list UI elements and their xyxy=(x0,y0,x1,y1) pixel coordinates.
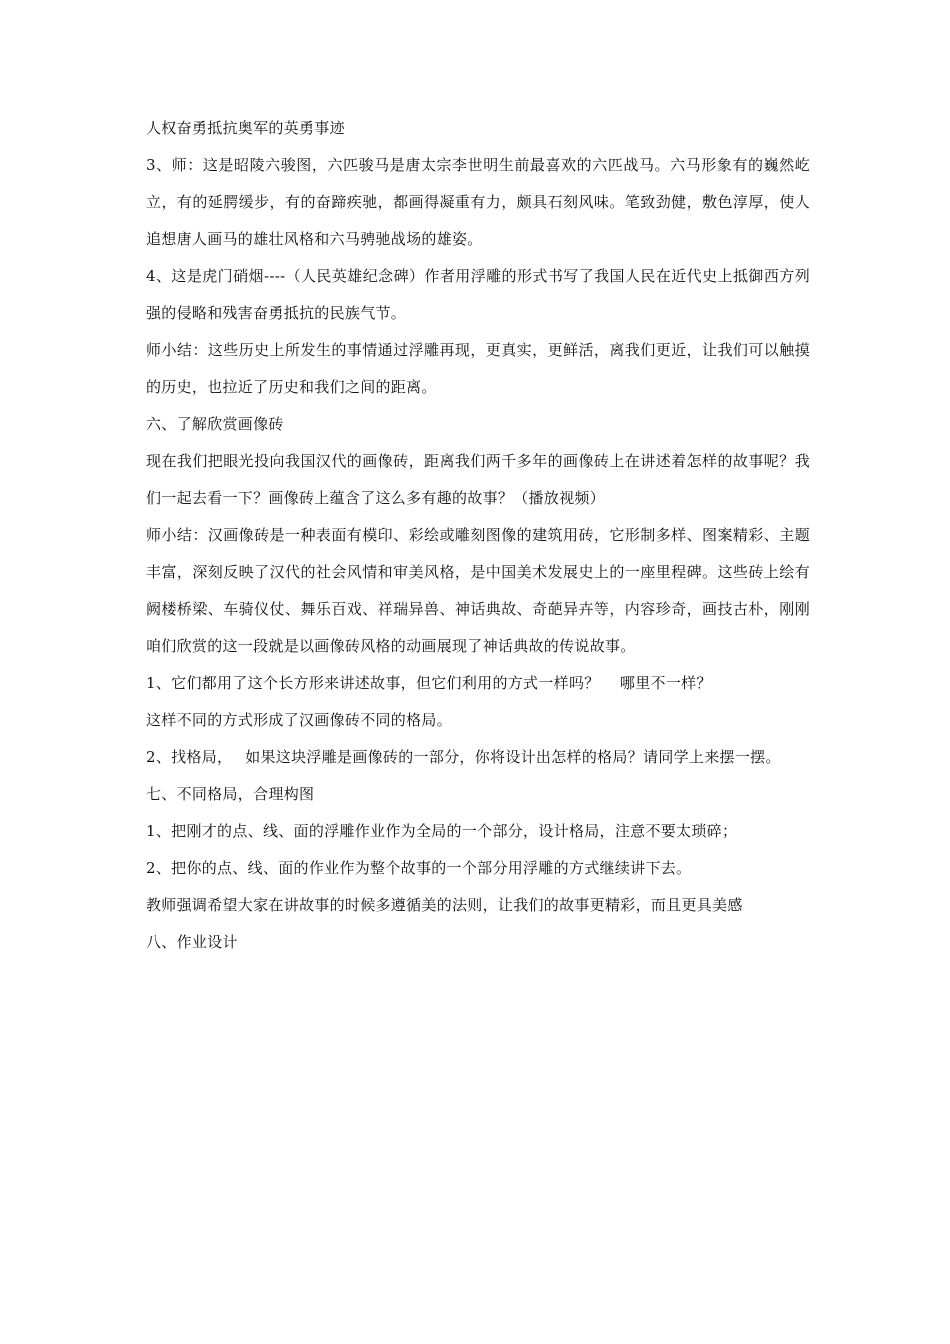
section-heading-6: 六、了解欣赏画像砖 xyxy=(146,415,284,433)
paragraph-task-2: 2、把你的点、线、面的作业作为整个故事的一个部分用浮雕的方式继续讲下去。 xyxy=(146,859,692,877)
paragraph-task-1: 1、把刚才的点、线、面的浮雕作业作为全局的一个部分，设计格局，注意不要太琐碎； xyxy=(146,822,738,840)
paragraph-item-3: 3、师：这是昭陵六骏图，六匹骏马是唐太宗李世明生前最喜欢的六匹战马。六马形象有的巍然屹立，有的延腭缓步，有的奋蹄疾驰，都画得凝重有力，颇具石刻风味。笔致劲健，敷色淳厚，使人追想唐人画马的雄壮风格和六马骋驰战场的雄姿。 xyxy=(146,156,810,248)
paragraph-teacher-emphasis: 教师强调希望大家在讲故事的时候多遵循美的法则，让我们的故事更精彩，而且更具美感 xyxy=(146,896,743,914)
section-heading-8: 八、作业设计 xyxy=(146,933,238,951)
paragraph-item-4: 4、这是虎门硝烟----（人民英雄纪念碑）作者用浮雕的形式书写了我国人民在近代史上抵御西方列强的侵略和残害奋勇抵抗的民族气节。 xyxy=(146,267,810,322)
paragraph-question-1: 1、它们都用了这个长方形来讲述故事，但它们利用的方式一样吗？ 哪里不一样？ xyxy=(146,674,712,692)
paragraph-layout-note: 这样不同的方式形成了汉画像砖不同的格局。 xyxy=(146,711,453,729)
paragraph-question-2: 2、找格局， 如果这块浮雕是画像砖的一部分，你将设计出怎样的格局？请同学上来摆一摆。 xyxy=(146,748,781,766)
paragraph-intro-brick: 现在我们把眼光投向我国汉代的画像砖，距离我们两千多年的画像砖上在讲述着怎样的故事呢？我们一起去看一下？画像砖上蕴含了这么多有趣的故事？（播放视频） xyxy=(146,452,810,507)
section-heading-7: 七、不同格局，合理构图 xyxy=(146,785,315,803)
paragraph-teacher-summary-1: 师小结：这些历史上所发生的事情通过浮雕再现，更真实，更鲜活，离我们更近，让我们可以触摸的历史，也拉近了历史和我们之间的距离。 xyxy=(146,341,810,396)
document-body xyxy=(146,110,810,961)
paragraph-teacher-summary-2: 师小结：汉画像砖是一种表面有模印、彩绘或雕刻图像的建筑用砖，它形制多样、图案精彩、主题丰富，深刻反映了汉代的社会风情和审美风格，是中国美术发展史上的一座里程碑。这些砖上绘有阙楼桥梁、车骑仪仗、舞乐百戏、祥瑞异兽、神话典故、奇葩异卉等，内容珍奇，画技古朴，刚刚咱们欣赏的这一段就是以画像砖风格的动画展现了神话典故的传说故事。 xyxy=(146,526,810,655)
paragraph-continuation: 人权奋勇抵抗奥军的英勇事迹 xyxy=(146,119,345,137)
